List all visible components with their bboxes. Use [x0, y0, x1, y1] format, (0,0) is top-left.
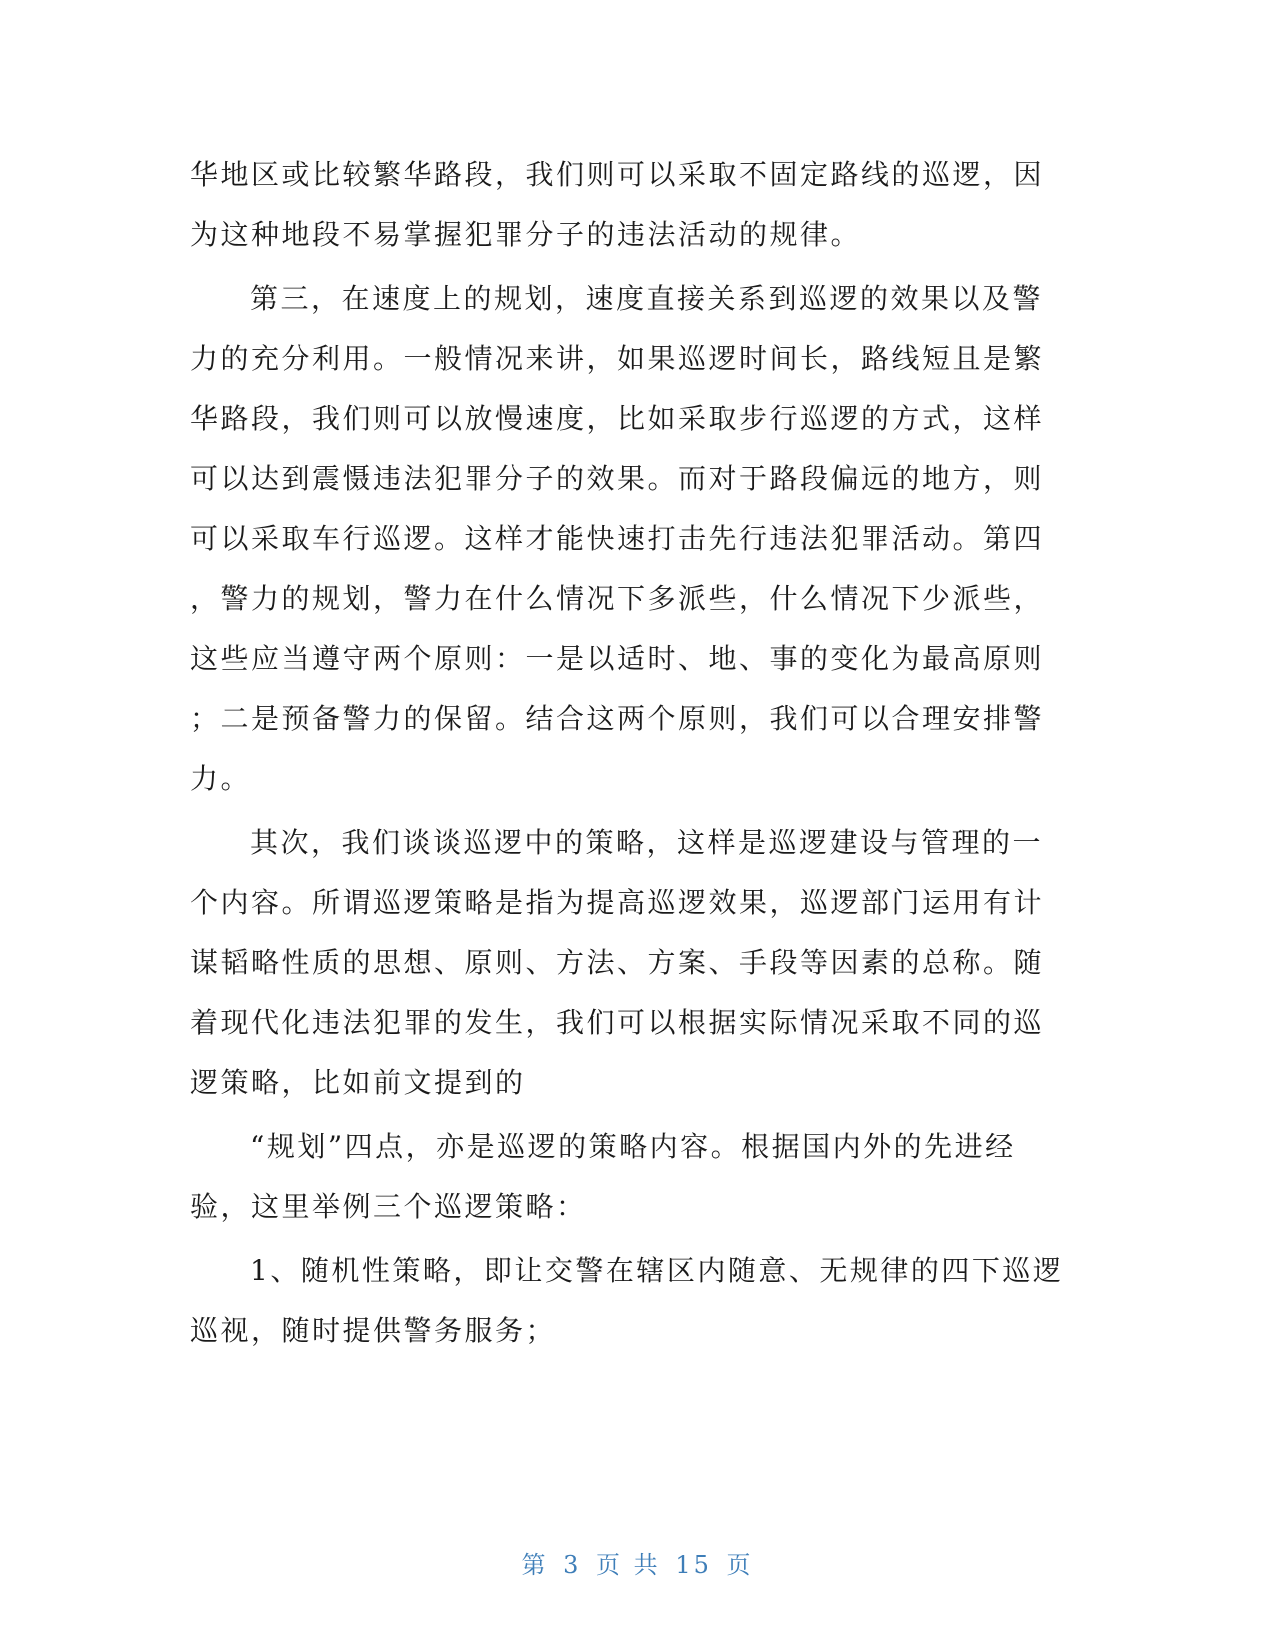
text-line: 力的充分利用。一般情况来讲，如果巡逻时间长，路线短且是繁	[190, 342, 1045, 375]
total-pages-number: 15	[675, 1551, 712, 1579]
current-page-number: 3	[563, 1551, 582, 1579]
text-line: 华路段，我们则可以放慢速度，比如采取步行巡逻的方式，这样	[190, 402, 1045, 435]
text-line: 为这种地段不易掌握犯罪分子的违法活动的规律。	[190, 218, 862, 251]
text-line: 个内容。所谓巡逻策略是指为提高巡逻效果，巡逻部门运用有计	[190, 886, 1045, 919]
text-line: 其次，我们谈谈巡逻中的策略，这样是巡逻建设与管理的一	[250, 826, 1044, 859]
text-line: 这些应当遵守两个原则：一是以适时、地、事的变化为最高原则	[190, 642, 1045, 675]
text-line: 巡视，随时提供警务服务；	[190, 1314, 557, 1347]
text-line: 可以达到震慑违法犯罪分子的效果。而对于路段偏远的地方，则	[190, 462, 1045, 495]
page-footer	[0, 1545, 1275, 1580]
text-line: 逻策略，比如前文提到的	[190, 1066, 526, 1099]
text-line: 第三，在速度上的规划，速度直接关系到巡逻的效果以及警	[250, 282, 1044, 315]
page-label-suffix: 页	[726, 1551, 754, 1579]
text-line: 可以采取车行巡逻。这样才能快速打击先行违法犯罪活动。第四	[190, 522, 1045, 555]
text-line: 验，这里举例三个巡逻策略：	[190, 1190, 587, 1223]
page-label-middle: 页 共	[596, 1551, 661, 1579]
document-body	[190, 145, 1070, 1361]
text-line: “规划”四点，亦是巡逻的策略内容。根据国内外的先进经	[250, 1130, 1016, 1163]
text-line: ，警力的规划，警力在什么情况下多派些，什么情况下少派些，	[190, 582, 1045, 615]
page-label-prefix: 第	[521, 1551, 549, 1579]
text-line: 谋韬略性质的思想、原则、方法、方案、手段等因素的总称。随	[190, 946, 1045, 979]
text-line: 华地区或比较繁华路段，我们则可以采取不固定路线的巡逻，因	[190, 158, 1045, 191]
text-line: 着现代化违法犯罪的发生，我们可以根据实际情况采取不同的巡	[190, 1006, 1045, 1039]
text-line: 1、随机性策略，即让交警在辖区内随意、无规律的四下巡逻	[250, 1254, 1064, 1287]
text-line: 力。	[190, 762, 252, 795]
text-line: ；二是预备警力的保留。结合这两个原则，我们可以合理安排警	[190, 702, 1045, 735]
